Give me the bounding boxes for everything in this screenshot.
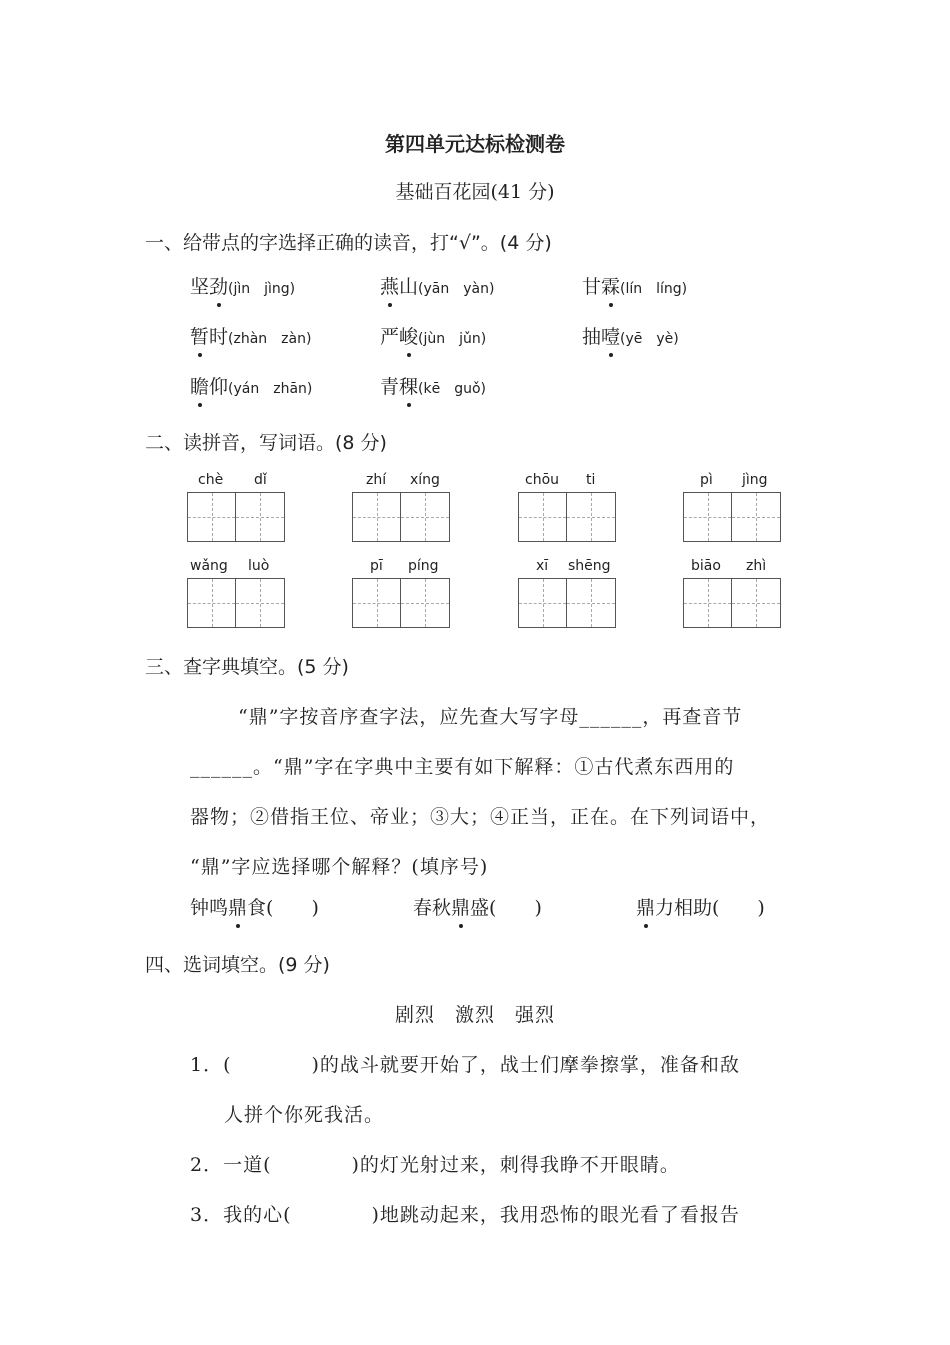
- dotted-char: 鼎: [451, 893, 470, 920]
- q4-sentence: 1．( )的战斗就要开始了，战士们摩拳擦掌，准备和敌: [190, 1054, 740, 1076]
- pinyin-label: luò: [248, 558, 270, 574]
- q1-item: 青稞(kē guǒ): [380, 372, 486, 399]
- dotted-char: 劲: [209, 272, 228, 299]
- q4-heading: 四、选词填空。(9 分): [145, 954, 330, 976]
- pinyin-label: jìng: [742, 472, 768, 488]
- dotted-char: 峻: [399, 322, 418, 349]
- q1-item: 严峻(jùn jǔn): [380, 322, 486, 349]
- q3-item: 钟鸣鼎食( ): [190, 893, 319, 920]
- dotted-char: 燕: [380, 272, 399, 299]
- writing-grid[interactable]: [683, 492, 781, 542]
- pinyin-label: pī: [370, 558, 383, 574]
- pinyin-label: xī: [536, 558, 549, 574]
- q1-item: 暂时(zhàn zàn): [190, 322, 311, 349]
- writing-grid[interactable]: [518, 578, 616, 628]
- dotted-char: 鼎: [636, 893, 655, 920]
- pinyin-label: píng: [408, 558, 439, 574]
- q1-item: 抽噎(yē yè): [582, 322, 679, 349]
- q4-sentence: 2．一道( )的灯光射过来，刺得我睁不开眼睛。: [190, 1154, 680, 1176]
- q3-item: 鼎力相助( ): [636, 893, 765, 920]
- dotted-char: 噎: [601, 322, 620, 349]
- writing-grid[interactable]: [518, 492, 616, 542]
- q1-item: 燕山(yān yàn): [380, 272, 494, 299]
- pinyin-label: chè: [198, 472, 224, 488]
- pinyin-label: pì: [700, 472, 713, 488]
- writing-grid[interactable]: [187, 578, 285, 628]
- pinyin-label: shēng: [568, 558, 611, 574]
- q1-item: 瞻仰(yán zhān): [190, 372, 312, 399]
- q3-paragraph-line: 器物；②借指王位、帝业；③大；④正当，正在。在下列词语中，: [190, 806, 771, 828]
- pinyin-label: zhì: [746, 558, 767, 574]
- dotted-char: 霖: [601, 272, 620, 299]
- pinyin-label: zhí: [366, 472, 387, 488]
- writing-grid[interactable]: [187, 492, 285, 542]
- q2-heading: 二、读拼音，写词语。(8 分): [145, 432, 387, 454]
- dotted-char: 稞: [399, 372, 418, 399]
- q4-sentence: 人拼个你死我活。: [224, 1104, 385, 1126]
- q3-paragraph-line: “鼎”字按音序查字法，应先查大写字母______，再查音节: [238, 706, 743, 728]
- q1-heading: 一、给带点的字选择正确的读音，打“√”。(4 分): [145, 232, 552, 254]
- q3-heading: 三、查字典填空。(5 分): [145, 656, 349, 678]
- dotted-char: 鼎: [228, 893, 247, 920]
- pinyin-label: wǎng: [190, 558, 228, 574]
- q4-sentence: 3．我的心( )地跳动起来，我用恐怖的眼光看了看报告: [190, 1204, 740, 1226]
- pinyin-label: xíng: [410, 472, 440, 488]
- pinyin-label: biāo: [691, 558, 721, 574]
- dotted-char: 暂: [190, 322, 209, 349]
- word-options: 剧烈 激烈 强烈: [394, 1004, 555, 1026]
- section-subtitle: 基础百花园(41 分): [395, 181, 555, 203]
- pinyin-label: ti: [586, 472, 596, 488]
- q3-paragraph-line: “鼎”字应选择哪个解释？(填序号): [190, 856, 489, 878]
- q3-paragraph-line: ______。“鼎”字在字典中主要有如下解释：①古代煮东西用的: [190, 756, 735, 778]
- q1-item: 甘霖(lín líng): [582, 272, 687, 299]
- writing-grid[interactable]: [683, 578, 781, 628]
- q3-item: 春秋鼎盛( ): [413, 893, 542, 920]
- pinyin-label: dǐ: [254, 472, 267, 488]
- writing-grid[interactable]: [352, 578, 450, 628]
- q1-item: 坚劲(jìn jìng): [190, 272, 295, 299]
- pinyin-label: chōu: [525, 472, 560, 488]
- page-title: 第四单元达标检测卷: [385, 132, 565, 156]
- writing-grid[interactable]: [352, 492, 450, 542]
- dotted-char: 瞻: [190, 372, 209, 399]
